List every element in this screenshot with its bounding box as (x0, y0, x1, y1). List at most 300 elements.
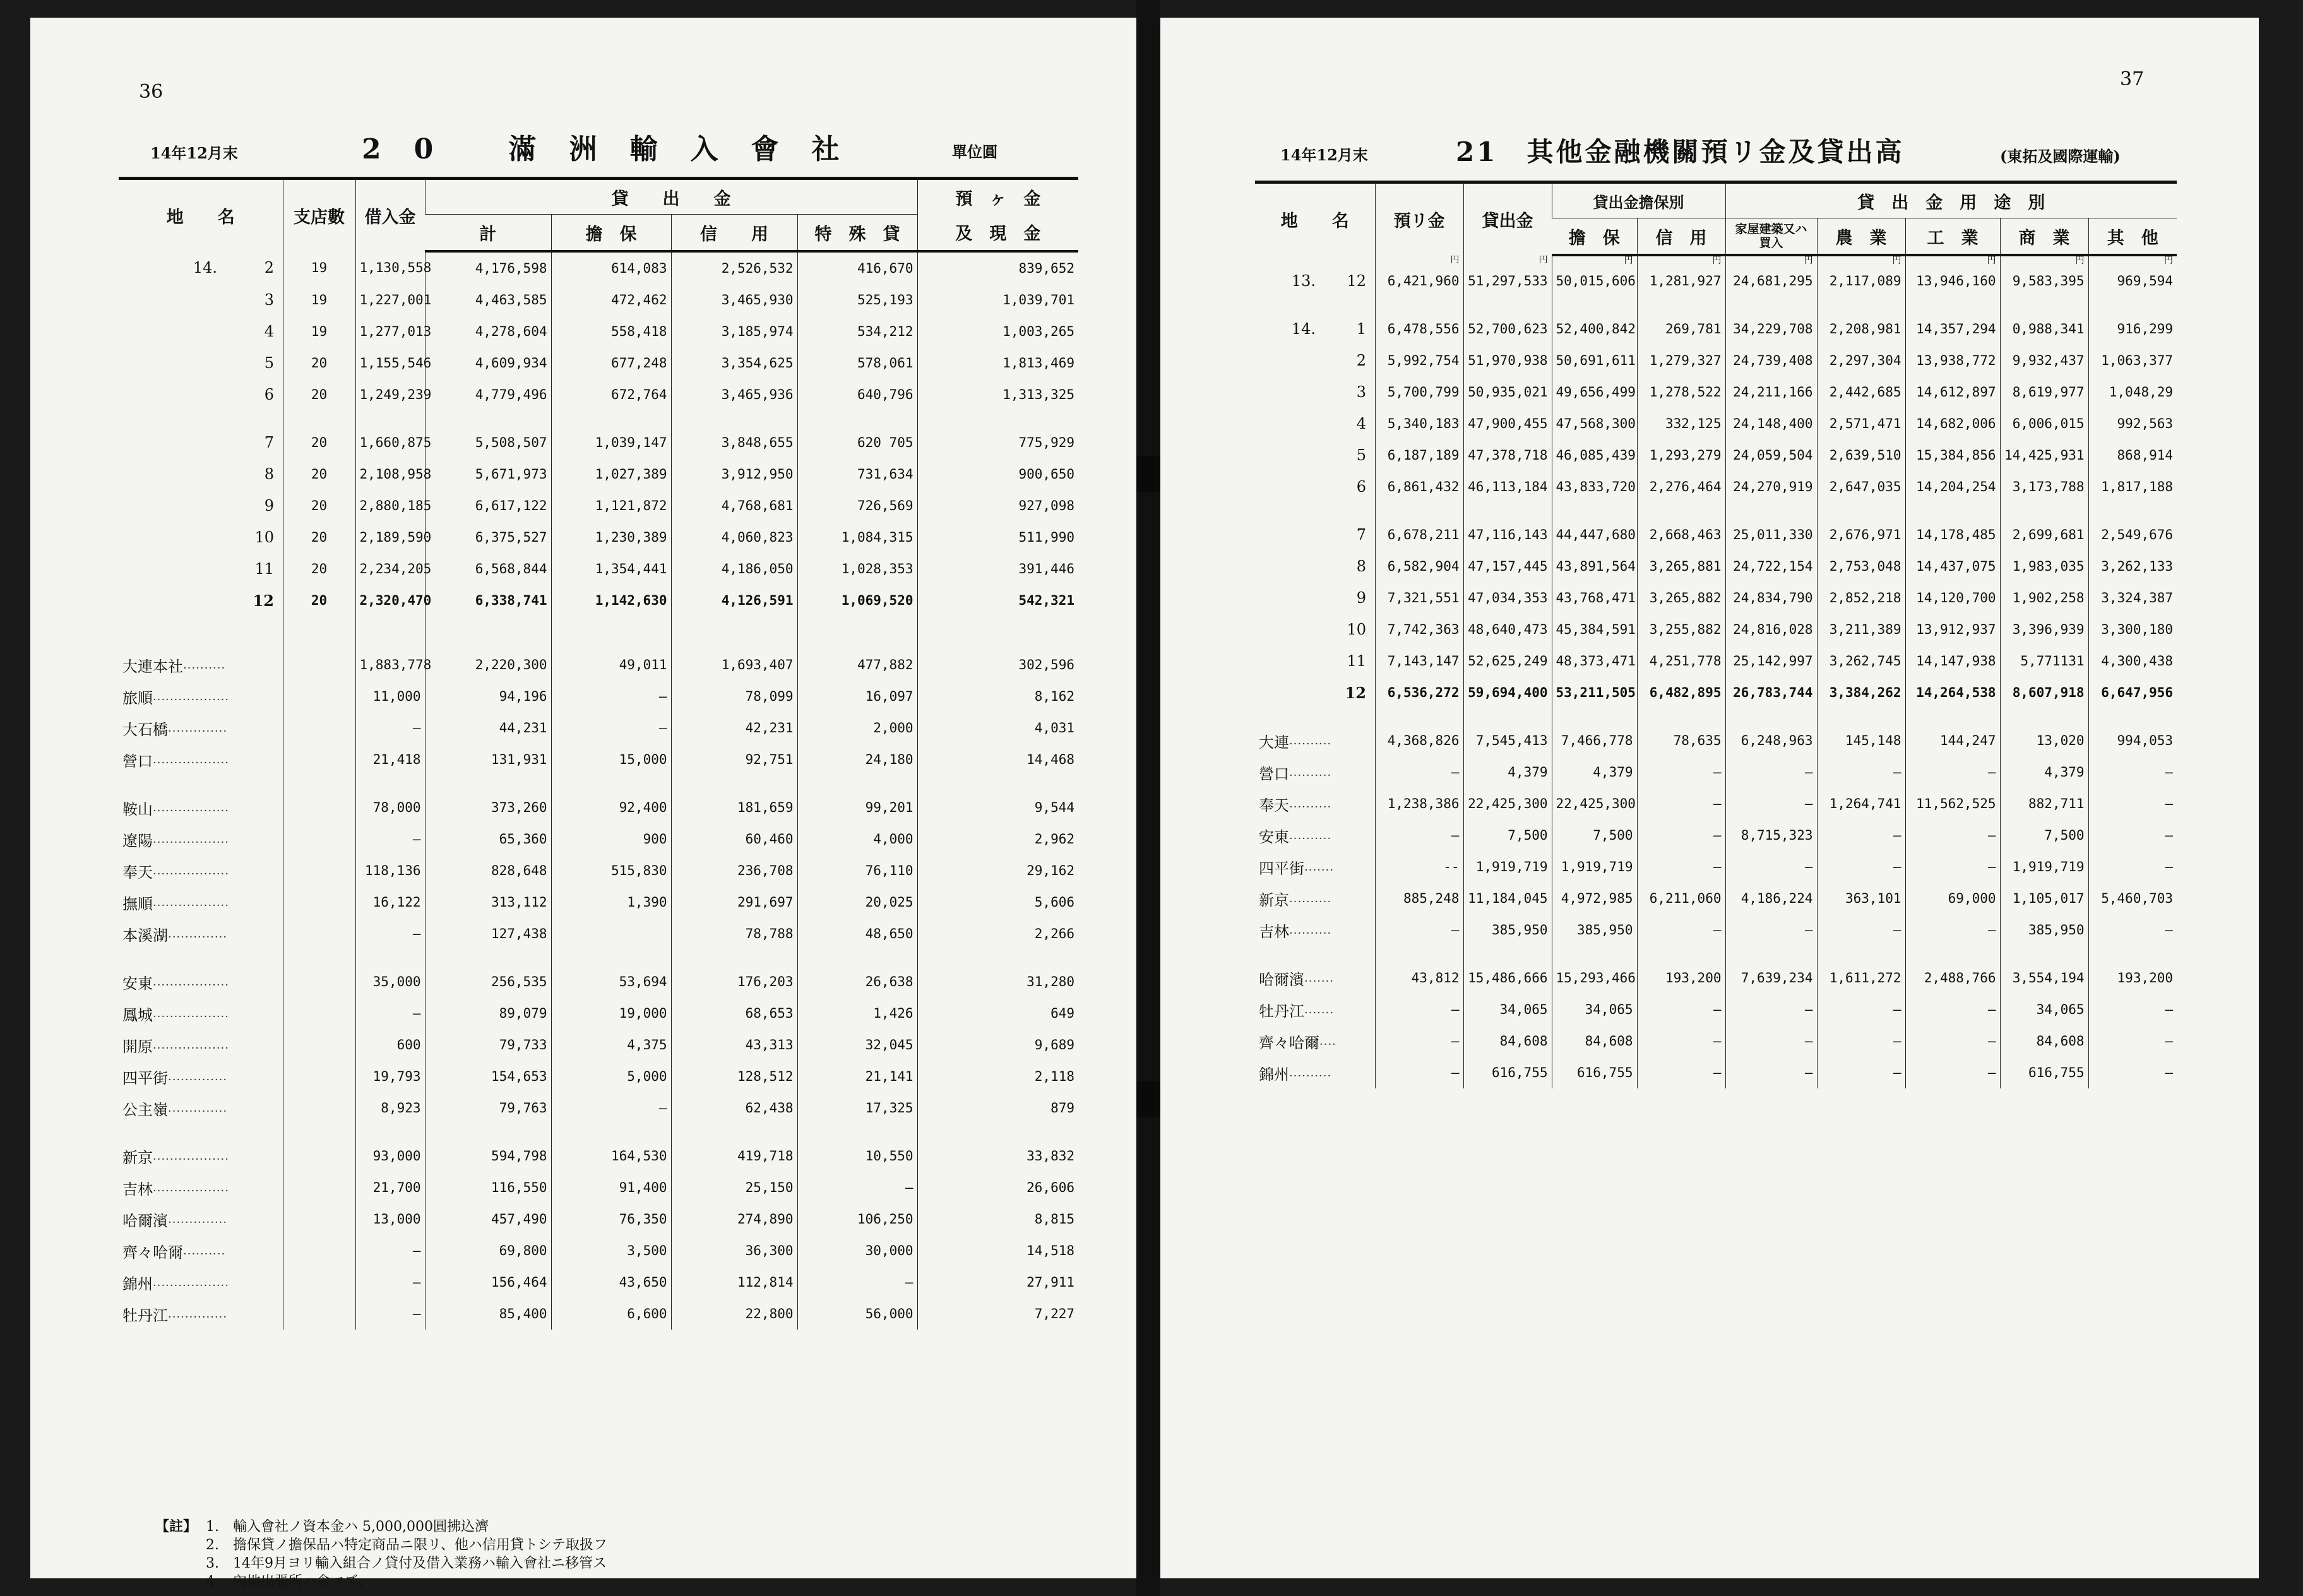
branches-cell (283, 712, 355, 744)
table-row (1255, 788, 2177, 819)
credit-cell: — (1637, 851, 1725, 883)
branches-cell (283, 886, 355, 918)
special-cell: 17,325 (797, 1092, 917, 1124)
secured-cell: 1,039,147 (551, 427, 671, 458)
loans-cell: 47,116,143 (1463, 519, 1552, 551)
month-label: 6 (1356, 478, 1366, 496)
other-cell: 3,262,133 (2088, 551, 2177, 582)
credit-cell: 6,211,060 (1637, 883, 1725, 914)
row-label (119, 1298, 283, 1330)
housing-cell: 8,715,323 (1725, 819, 1817, 851)
deposits-cell: 7,227 (917, 1298, 1078, 1330)
other-cell: — (2088, 788, 2177, 819)
leader-dots: ·············· (168, 724, 228, 738)
row-label (1255, 313, 1375, 345)
deposits-cell: 8,162 (917, 681, 1078, 712)
col-other: 其 他 (2088, 218, 2177, 256)
row-label (1255, 819, 1375, 851)
leader-dots: ···· (1319, 1037, 1336, 1051)
branches-cell: 19 (283, 284, 355, 316)
borrowed-cell: 93,000 (355, 1140, 425, 1172)
row-label (1255, 408, 1375, 439)
borrowed-cell: 35,000 (355, 966, 425, 998)
leader-dots: ······· (1304, 1006, 1335, 1020)
commerce-cell: 1,983,035 (2000, 551, 2088, 582)
other-cell: 2,549,676 (2088, 519, 2177, 551)
borrowed-cell: 16,122 (355, 886, 425, 918)
branches-cell: 20 (283, 585, 355, 616)
row-label (119, 1092, 283, 1124)
loans-total-cell: 828,648 (425, 855, 551, 886)
industry-cell: 14,264,538 (1905, 677, 2000, 708)
credit-cell: 269,781 (1637, 313, 1725, 345)
other-cell: 994,053 (2088, 725, 2177, 756)
year-label: 14. (193, 259, 217, 277)
row-label (119, 427, 283, 458)
agriculture-cell: 1,611,272 (1817, 962, 1905, 994)
table-row (119, 633, 1078, 649)
secured-cell: 43,891,564 (1552, 551, 1637, 582)
area-name: 安東 (1259, 828, 1289, 846)
deposits-cell: 1,003,265 (917, 316, 1078, 347)
secured-cell: 616,755 (1552, 1057, 1637, 1088)
table-row (119, 966, 1078, 998)
col-deposits-top: 預 ヶ 金 (917, 179, 1078, 215)
credit-cell: 60,460 (671, 823, 797, 855)
special-cell: 534,212 (797, 316, 917, 347)
area-name: 新京 (1259, 891, 1289, 909)
secured-cell: 614,083 (551, 251, 671, 284)
credit-cell: 3,265,881 (1637, 551, 1725, 582)
branches-cell (283, 1235, 355, 1266)
credit-cell: 3,354,625 (671, 347, 797, 379)
secured-cell (551, 918, 671, 950)
unit-label: 單位圓 (952, 143, 997, 161)
row-label (119, 681, 283, 712)
commerce-cell: 2,699,681 (2000, 519, 2088, 551)
secured-cell: 76,350 (551, 1203, 671, 1235)
agriculture-cell: 2,753,048 (1817, 551, 1905, 582)
housing-cell: — (1725, 788, 1817, 819)
secured-cell: 4,972,985 (1552, 883, 1637, 914)
book-spine (1136, 0, 1160, 1596)
borrowed-cell: 1,155,546 (355, 347, 425, 379)
leader-dots: ·················· (153, 756, 229, 770)
credit-cell: 1,693,407 (671, 649, 797, 681)
table-row (119, 998, 1078, 1029)
yen-mark: 円 (1375, 255, 1463, 265)
loans-total-cell: 44,231 (425, 712, 551, 744)
area-name: 公主嶺 (122, 1100, 168, 1119)
area-name: 奉天 (122, 863, 153, 881)
table-row (119, 950, 1078, 966)
leader-dots: ·················· (153, 1152, 229, 1166)
row-label (119, 1061, 283, 1092)
loans-cell: 52,700,623 (1463, 313, 1552, 345)
loans-cell: 47,034,353 (1463, 582, 1552, 614)
row-label (119, 823, 283, 855)
col-area: 地 名 (1255, 182, 1375, 256)
credit-cell: 128,512 (671, 1061, 797, 1092)
table-row (1255, 551, 2177, 582)
deposits-cell: -- (1375, 851, 1463, 883)
agriculture-cell: 2,571,471 (1817, 408, 1905, 439)
industry-cell: — (1905, 1057, 2000, 1088)
table-row (1255, 297, 2177, 313)
secured-cell: 45,384,591 (1552, 614, 1637, 645)
industry-cell: 2,488,766 (1905, 962, 2000, 994)
special-cell: — (797, 1172, 917, 1203)
commerce-cell: 13,020 (2000, 725, 2088, 756)
leader-dots: ·················· (153, 867, 229, 881)
table-row (119, 553, 1078, 585)
note-3: 3. 14年9月ヨリ輸入組合ノ貸付及借入業務ハ輸入會社ニ移管ス (206, 1556, 607, 1571)
credit-cell: 3,265,882 (1637, 582, 1725, 614)
loans-total-cell: 116,550 (425, 1172, 551, 1203)
secured-cell: 1,354,441 (551, 553, 671, 585)
table-row (119, 1061, 1078, 1092)
row-label (119, 1235, 283, 1266)
industry-cell: — (1905, 851, 2000, 883)
secured-cell: 7,466,778 (1552, 725, 1637, 756)
agriculture-cell: 2,208,981 (1817, 313, 1905, 345)
deposits-cell: 391,446 (917, 553, 1078, 585)
special-cell: 525,193 (797, 284, 917, 316)
credit-cell: 2,668,463 (1637, 519, 1725, 551)
credit-cell: 36,300 (671, 1235, 797, 1266)
area-name: 鳳城 (122, 1006, 153, 1024)
leader-dots: ·············· (168, 1073, 228, 1087)
month-label: 6 (264, 386, 274, 403)
row-label (1255, 962, 1375, 994)
row-label (119, 553, 283, 585)
loans-total-cell: 2,220,300 (425, 649, 551, 681)
credit-cell: 25,150 (671, 1172, 797, 1203)
table-row (119, 585, 1078, 616)
secured-cell: 19,000 (551, 998, 671, 1029)
notes (155, 1518, 607, 1591)
special-cell: 16,097 (797, 681, 917, 712)
borrowed-cell: — (355, 823, 425, 855)
credit-cell: — (1637, 1057, 1725, 1088)
table-row (119, 649, 1078, 681)
special-cell: 731,634 (797, 458, 917, 490)
special-cell: 1,084,315 (797, 521, 917, 553)
deposits-cell: 1,813,469 (917, 347, 1078, 379)
branches-cell (283, 1203, 355, 1235)
loans-total-cell: 4,779,496 (425, 379, 551, 410)
table-date: 14年12月末 (150, 144, 238, 162)
table-row (1255, 376, 2177, 408)
loans-total-cell: 65,360 (425, 823, 551, 855)
row-label (119, 284, 283, 316)
month-label: 2 (264, 259, 274, 277)
table-row (1255, 503, 2177, 519)
loans-total-cell: 4,176,598 (425, 251, 551, 284)
agriculture-cell: — (1817, 819, 1905, 851)
row-label (119, 855, 283, 886)
other-cell: 4,300,438 (2088, 645, 2177, 677)
other-cell: 1,048,29 (2088, 376, 2177, 408)
loans-total-cell: 154,653 (425, 1061, 551, 1092)
unit-label: (東拓及國際運輸) (2000, 147, 2121, 165)
col-loans: 貸出金 (1463, 182, 1552, 256)
deposits-cell: 6,536,272 (1375, 677, 1463, 708)
commerce-cell: 616,755 (2000, 1057, 2088, 1088)
table-row (1255, 408, 2177, 439)
leader-dots: ·········· (1289, 1069, 1332, 1083)
special-cell: 640,796 (797, 379, 917, 410)
deposits-cell: — (1375, 756, 1463, 788)
leader-dots: ·················· (153, 898, 229, 912)
table-row (1255, 756, 2177, 788)
row-label (119, 521, 283, 553)
leader-dots: ·················· (153, 1184, 229, 1198)
col-by-security: 貸出金擔保別 (1552, 182, 1725, 218)
credit-cell: — (1637, 994, 1725, 1025)
month-label: 11 (1347, 652, 1366, 670)
credit-cell: 4,060,823 (671, 521, 797, 553)
area-name: 安東 (122, 974, 153, 992)
col-deposits-bottom: 及 現 金 (917, 215, 1078, 252)
row-label (119, 966, 283, 998)
agriculture-cell: — (1817, 1025, 1905, 1057)
credit-cell: 2,276,464 (1637, 471, 1725, 503)
table-row (119, 347, 1078, 379)
month-label: 12 (1345, 683, 1366, 702)
table-row (1255, 471, 2177, 503)
deposits-cell: 2,118 (917, 1061, 1078, 1092)
commerce-cell: 3,396,939 (2000, 614, 2088, 645)
table-row (1255, 345, 2177, 376)
secured-cell: 48,373,471 (1552, 645, 1637, 677)
loans-cell: 50,935,021 (1463, 376, 1552, 408)
deposits-cell: 4,031 (917, 712, 1078, 744)
row-label (1255, 677, 1375, 708)
commerce-cell: 5,771131 (2000, 645, 2088, 677)
table-row (1255, 582, 2177, 614)
row-label (119, 251, 283, 284)
area-name: 牡丹江 (1259, 1002, 1304, 1020)
area-name: 遼陽 (122, 831, 153, 850)
agriculture-cell: — (1817, 756, 1905, 788)
row-label (1255, 788, 1375, 819)
branches-cell (283, 855, 355, 886)
secured-cell: 472,462 (551, 284, 671, 316)
other-cell: 3,300,180 (2088, 614, 2177, 645)
table-date: 14年12月末 (1280, 146, 1368, 164)
other-financial-table (1255, 181, 2177, 1088)
row-label (119, 918, 283, 950)
commerce-cell: 882,711 (2000, 788, 2088, 819)
table-row (119, 521, 1078, 553)
borrowed-cell: 2,189,590 (355, 521, 425, 553)
branches-cell (283, 792, 355, 823)
area-name: 錦州 (1259, 1065, 1289, 1083)
table-title: 21 其他金融機關預リ金及貸出高 (1456, 136, 1905, 167)
area-name: 齊々哈爾 (122, 1243, 183, 1261)
industry-cell: 15,384,856 (1905, 439, 2000, 471)
borrowed-cell: 1,883,778 (355, 649, 425, 681)
loans-total-cell: 4,463,585 (425, 284, 551, 316)
row-label (119, 490, 283, 521)
housing-cell: 7,639,234 (1725, 962, 1817, 994)
deposits-cell: 9,689 (917, 1029, 1078, 1061)
agriculture-cell: 2,117,089 (1817, 265, 1905, 297)
secured-cell: 34,065 (1552, 994, 1637, 1025)
loans-cell: 48,640,473 (1463, 614, 1552, 645)
table-row (119, 284, 1078, 316)
area-name: 鞍山 (122, 800, 153, 818)
yen-mark: 円 (1552, 255, 1637, 265)
secured-cell: 49,011 (551, 649, 671, 681)
branches-cell (283, 1172, 355, 1203)
row-label (119, 316, 283, 347)
housing-cell: — (1725, 914, 1817, 946)
commerce-cell: 7,500 (2000, 819, 2088, 851)
housing-cell: — (1725, 1025, 1817, 1057)
secured-cell: 43,833,720 (1552, 471, 1637, 503)
commerce-cell: 3,173,788 (2000, 471, 2088, 503)
row-label (1255, 345, 1375, 376)
loans-total-cell: 127,438 (425, 918, 551, 950)
secured-cell: 43,768,471 (1552, 582, 1637, 614)
deposits-cell: — (1375, 1025, 1463, 1057)
other-cell: 5,460,703 (2088, 883, 2177, 914)
secured-cell: 15,293,466 (1552, 962, 1637, 994)
col-branches: 支店數 (283, 179, 355, 252)
row-label (119, 712, 283, 744)
table-row (1255, 994, 2177, 1025)
col-housing: 家屋建築又ハ買入 (1725, 218, 1817, 256)
leader-dots: ······· (1304, 863, 1335, 877)
other-cell: 992,563 (2088, 408, 2177, 439)
loans-total-cell: 69,800 (425, 1235, 551, 1266)
borrowed-cell: — (355, 1266, 425, 1298)
deposits-cell: 2,266 (917, 918, 1078, 950)
table-row (1255, 819, 2177, 851)
special-cell: 620 705 (797, 427, 917, 458)
other-cell: 1,063,377 (2088, 345, 2177, 376)
loans-cell: 52,625,249 (1463, 645, 1552, 677)
leader-dots: ·········· (1289, 895, 1332, 908)
branches-cell (283, 1092, 355, 1124)
branches-cell: 19 (283, 251, 355, 284)
month-label: 4 (1356, 415, 1366, 432)
loans-cell: 51,970,938 (1463, 345, 1552, 376)
industry-cell: 14,357,294 (1905, 313, 2000, 345)
yen-mark: 円 (2000, 255, 2088, 265)
secured-cell: 53,694 (551, 966, 671, 998)
secured-cell: 50,691,611 (1552, 345, 1637, 376)
yen-mark: 円 (1463, 255, 1552, 265)
table-row (119, 427, 1078, 458)
agriculture-cell: 3,211,389 (1817, 614, 1905, 645)
table-row (119, 775, 1078, 792)
commerce-cell: 1,902,258 (2000, 582, 2088, 614)
right-page (1160, 18, 2259, 1578)
special-cell: 48,650 (797, 918, 917, 950)
secured-cell: 43,650 (551, 1266, 671, 1298)
month-label: 7 (1356, 526, 1366, 544)
agriculture-cell: 3,384,262 (1817, 677, 1905, 708)
deposits-cell: 5,606 (917, 886, 1078, 918)
deposits-cell: — (1375, 994, 1463, 1025)
table-row (1255, 265, 2177, 297)
secured-cell: 84,608 (1552, 1025, 1637, 1057)
agriculture-cell: — (1817, 1057, 1905, 1088)
secured-cell: 3,500 (551, 1235, 671, 1266)
commerce-cell: 9,583,395 (2000, 265, 2088, 297)
loans-total-cell: 373,260 (425, 792, 551, 823)
secured-cell: 7,500 (1552, 819, 1637, 851)
table-row (1255, 313, 2177, 345)
loans-total-cell: 5,671,973 (425, 458, 551, 490)
page-number: 36 (139, 81, 164, 103)
special-cell: 99,201 (797, 792, 917, 823)
credit-cell: 1,279,327 (1637, 345, 1725, 376)
special-cell: 76,110 (797, 855, 917, 886)
table-row (119, 712, 1078, 744)
loans-cell: 616,755 (1463, 1057, 1552, 1088)
special-cell: 26,638 (797, 966, 917, 998)
secured-cell: 92,400 (551, 792, 671, 823)
housing-cell: — (1725, 756, 1817, 788)
deposits-cell: 4,368,826 (1375, 725, 1463, 756)
note-2: 2. 擔保貸ノ擔保品ハ特定商品ニ限リ、他ハ信用貸トシテ取扱フ (206, 1537, 607, 1553)
secured-cell: 1,230,389 (551, 521, 671, 553)
secured-cell: 49,656,499 (1552, 376, 1637, 408)
housing-cell: 26,783,744 (1725, 677, 1817, 708)
special-cell: 10,550 (797, 1140, 917, 1172)
month-label: 12 (1347, 272, 1366, 290)
credit-cell: 1,278,522 (1637, 376, 1725, 408)
area-name: 撫順 (122, 895, 153, 913)
borrowed-cell: — (355, 918, 425, 950)
page-number: 37 (2120, 68, 2145, 90)
special-cell: 1,426 (797, 998, 917, 1029)
leader-dots: ·············· (168, 1104, 228, 1118)
yen-mark: 円 (1905, 255, 2000, 265)
month-label: 10 (1347, 621, 1366, 638)
left-page (30, 18, 1136, 1590)
table-row (1255, 614, 2177, 645)
row-label (1255, 645, 1375, 677)
housing-cell: 24,059,504 (1725, 439, 1817, 471)
borrowed-cell: — (355, 712, 425, 744)
loans-total-cell: 594,798 (425, 1140, 551, 1172)
industry-cell: 11,562,525 (1905, 788, 2000, 819)
credit-cell: 3,465,936 (671, 379, 797, 410)
deposits-cell: 27,911 (917, 1266, 1078, 1298)
loans-total-cell: 256,535 (425, 966, 551, 998)
agriculture-cell: — (1817, 914, 1905, 946)
yen-mark: 円 (1637, 255, 1725, 265)
deposits-cell: 649 (917, 998, 1078, 1029)
deposits-cell: 6,421,960 (1375, 265, 1463, 297)
table-row (119, 918, 1078, 950)
secured-cell: 385,950 (1552, 914, 1637, 946)
credit-cell: 419,718 (671, 1140, 797, 1172)
month-label: 9 (1356, 589, 1366, 607)
commerce-cell: 0,988,341 (2000, 313, 2088, 345)
borrowed-cell: 78,000 (355, 792, 425, 823)
row-label (1255, 582, 1375, 614)
industry-cell: 13,938,772 (1905, 345, 2000, 376)
other-cell: — (2088, 994, 2177, 1025)
leader-dots: ·········· (1289, 926, 1332, 940)
row-label (1255, 614, 1375, 645)
